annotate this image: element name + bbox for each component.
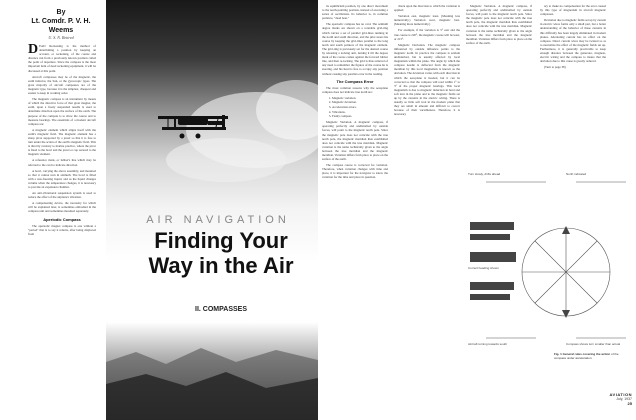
paragraph: The aperiodic compass has no card. The azimuth degree marks are shown on a rotatable grid-ring which carries a set of parallel grid-lines running in the north and south direction, and the pilot steers his course by keeping the grid-lines parallel to the long north and south pointers of the magnetic element. The grid-ring is previously set for the desired course by releasing a locking arm, turning it till the degree mark of the course comes against the forward lubber line, and then re-locking. The grid is thus relieved of any need to remember the figures of the course he is steering, and his head is free to occupy any position without causing any parallax error in the reading. <box>322 22 388 76</box>
list-item: 1. Magnetic variation. <box>332 96 388 100</box>
list-item: 5. Faulty compass. <box>332 114 388 118</box>
paragraph: check upon the direction to which the variation is applied: <box>394 4 460 13</box>
page-number: 25 <box>627 401 632 406</box>
error-reasons-list <box>332 96 388 118</box>
right-column-3 <box>466 4 532 160</box>
paragraph: its equilibrium position, by one direct movement to the north-pointing position, instead of executing a series of oscillations. Its behavior is, in common parlance, "dead beat." <box>322 4 388 21</box>
figure-label-right-top: North indicated <box>566 172 587 176</box>
paragraph: Magnetic Variation. A magnetic compass, if operating perfectly and undisturbed by outside forces, will point to the magnetic north pole. Since the magnetic pole does not coincide with the true north pole, the magnetic meridian thus established does not coincide with the true meridian. Magnetic variation is the name technically given to the angle between the true meridian and the magnetic meridian. Variation differs from place to place on the surface of the earth. <box>322 120 388 162</box>
paragraph: Magnetic Variation. A magnetic compass, if operating perfectly and undisturbed by outside forces, will point to the magnetic north pole. Since the magnetic pole does not coincide with the true north pole, the magnetic meridian thus established does not coincide with the true meridian. Magnetic variation is the name technically given to the angle between the true meridian and the magnetic meridian. Variation differs from place to place on the surface of the earth. <box>466 4 532 45</box>
paragraph: Deviation due to magnetic fields set up by current in electric wires forms only a small part, but a better understanding of the behavior of these currents in this difficulty has been largely eliminated in modern planes. Alternating current has no effect on the compass. Direct current wires may be twisted so as to neutralize the effect of the magnetic fields set up. Furthermore, it is generally practicable to keep enough distance between the generator, magneto, electric wiring and the compass to insure that the deviation due to this cause is greatly reduced. <box>540 18 606 64</box>
paragraph: Variation east, magnetic least. (Meaning less numerically.) Variation west, magnetic best. (Meaning more numerically.) <box>394 14 460 27</box>
figure-label-left-mid: Correct heading shown <box>468 266 499 270</box>
right-column-4 <box>540 4 606 160</box>
figure-caption <box>554 352 624 360</box>
author-rank: U. S. N. Retired <box>48 35 74 40</box>
dropcap: D <box>28 44 39 57</box>
figure-label-left-top: Turn slowly, drifts ahead <box>468 172 501 176</box>
paragraph: An anti-vibrational suspension system is used to reduce the effect of the airplane's vibration. <box>28 191 96 200</box>
paragraph: A reference mark, or lubber's line which may be referred to the card to indicate direction. <box>28 158 96 167</box>
page-footer <box>576 392 632 406</box>
paragraph: ary to make no compensation for the error caused by this type of magnetism in aircraft magnetic compasses. <box>540 4 606 17</box>
author-name: Lt. Comdr. P. V. H. Weems <box>31 18 91 34</box>
paragraph: A bowl, carrying the above assembly, and mounted so that it cannot turn in azimuth. The bowl is filled with a non-freezing liquid, and as the liquid changes volume when the temperature changes, it is necessary to provide an expansion chamber. <box>28 168 96 189</box>
article-subtitle: II. COMPASSES <box>195 306 247 313</box>
paragraph: A compensating device, the necessity for which will be explained later, is sometimes embodied in the compass unit and sometimes mounted separately. <box>28 201 96 214</box>
right-column-1 <box>322 4 388 416</box>
section-heading: Aperiodic Compass <box>43 216 81 222</box>
left-column <box>28 44 96 416</box>
figure-caption-bold: Fig. 1 General rules covering the action <box>554 352 611 356</box>
list-item: 3. Acceleration errors. <box>332 105 388 109</box>
paragraph: Aircraft compasses may be of the magnetic, the earth inductor, the Sun, or the gyroscopic types. The great majority of aircraft compasses are of the magnetic type, because it is the simplest, cheapest and easiest to keep in working order. <box>28 74 96 96</box>
magazine-name: AVIATION <box>609 392 632 397</box>
first-paragraph <box>28 44 96 73</box>
article-title: Finding Your Way in the Air <box>148 228 294 278</box>
paragraph: For example, if the variation is 5° east and the true course is 220°, the magnetic course will be least, or 215°. <box>394 28 460 41</box>
right-page <box>318 0 636 420</box>
section-label: AIR NAVIGATION <box>146 214 290 226</box>
right-column-2 <box>394 4 460 416</box>
list-item: 4. Vibrations. <box>332 110 388 114</box>
section-heading: The Compass Error <box>336 78 374 84</box>
paragraph: The aperiodic magnet compass is one without a "period" that is to say it returns, after being displaced from <box>28 223 96 236</box>
byline-by: By <box>56 9 66 16</box>
paragraph: The magnetic compass is an instrument by means of which the directive force of that great magnet, the earth, upon a freely suspended needle is used to determine direction upon the surface of the earth. The purpose of the compass is to show the course and to measure bearings. The essentials of a modern aircraft compass are: <box>28 97 96 126</box>
paragraph: The compass course is corrected for variation. Therefore, when variation changes with time and place, it is important for the navigator to know the variation for the time and place in question. <box>322 163 388 180</box>
byline <box>26 8 96 41</box>
paragraph-text: EAD Reckoning is the method of determining a position by keeping an account, or reckoning, of the course and distance run from a previously known position called the point of departure. Since the compass is the most important item of dead reckoning equipment, it will be discussed at this point. <box>28 44 96 73</box>
paragraph: A magnetic element which aligns itself with the earth's magnetic field. The magnetic element has a sharp pivot supported by a jewel so that it is free to turn under the action of the earth's magnetic field. This is directly contrary to marine practice, where the pivot is fixed to the bowl and the jewel or cap secured to the magnetic element. <box>28 127 96 157</box>
paragraph: Magnetic Deviation. The magnetic compass influenced by outside influence points to the magnetic north. In practice the compass is seldom undisturbed, but is usually affected by local magnetism within the plane. The angle by which the compass needle is deflected from the magnetic meridian by this local magnetism is known as the deviation. The deviation varies with each direction in which the aeroplane is headed, but it can be corrected so that the compass will read within 1° to 3° of the proper magnetic bearings. This local magnetism is due to magnetic induction in hard and soft iron in the plane and to the magnetic fields set up by the currents in the electric wiring. There is usually so little soft iron in the modern plane that they are small in amount and difficult to correct because of their variableness. Therefore, it is necessary <box>394 42 460 117</box>
list-item: 2. Magnetic deviation. <box>332 100 388 104</box>
compass-acceleration-figure <box>466 162 632 352</box>
figure-label-right-bottom: Compass shows turn smaller than actual <box>566 342 621 346</box>
continued-note: (Turn to page 38) <box>544 65 566 70</box>
landscape-photo <box>106 322 318 420</box>
figure-caption-rest: of the compass under acceleration. <box>554 352 619 360</box>
issue-date: July, 1937 <box>616 397 632 401</box>
paragraph: The most common reasons why the aeroplane compass does not indicate true north are: <box>322 85 388 94</box>
figure-label-left-bottom: Aircraft turning towards south <box>468 342 508 346</box>
